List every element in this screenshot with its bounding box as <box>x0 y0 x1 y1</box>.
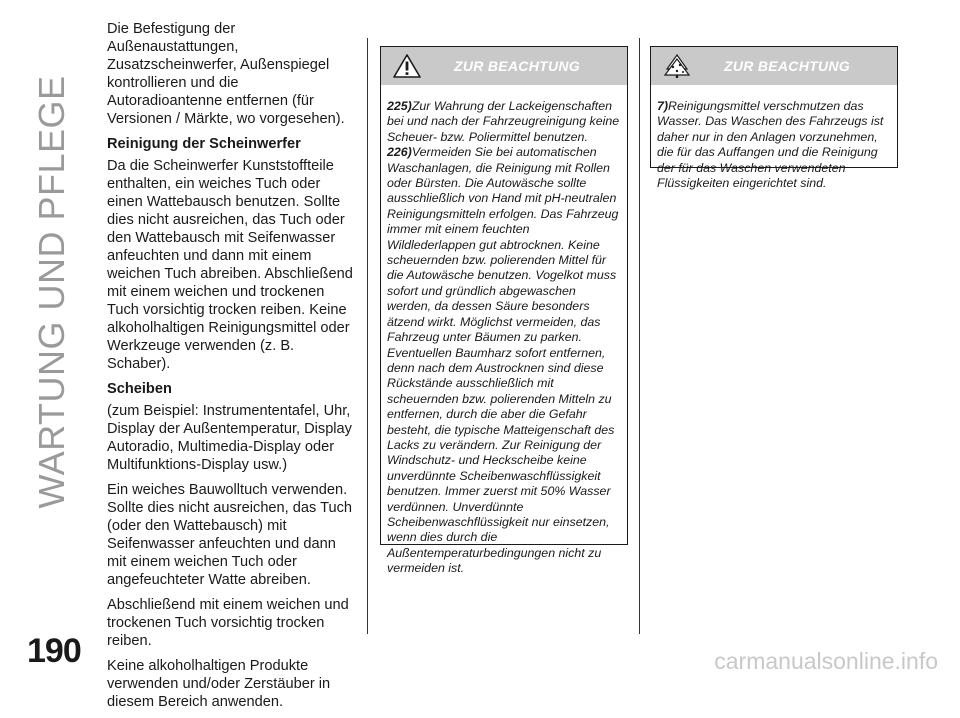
warning-box-body <box>381 85 627 585</box>
note-item-text: Reinigungsmittel verschmutzen das Wasser. Das Waschen des Fahrzeugs ist daher nur in den Anlagen vorzunehmen, die für das Auffangen und die Reinigung der für das Waschen verwendeten Flüssigkeiten eingerichtet sind. <box>657 99 884 191</box>
environment-box-title: ZUR BEACHTUNG <box>723 58 850 74</box>
note-item <box>657 99 891 191</box>
windows-paragraph-2: Ein weiches Bauwolltuch verwenden. Sollte dies nicht ausreichen, das Tuch (oder den Wattebausch) mit Seifenwasser anfeuchten und dann mit einem weichen Tuch oder angefeuchteter Watte abreiben. <box>107 482 352 588</box>
column-divider <box>367 38 368 634</box>
warning-box-title: ZUR BEACHTUNG <box>453 58 580 74</box>
note-item-number: 7) <box>657 99 669 113</box>
note-item-text: Zur Wahrung der Lackeigenschaften bei und nach der Fahrzeugreinigung keine Scheuer- bzw. Poliermittel benutzen. <box>387 99 620 144</box>
page-number: 190 <box>27 632 81 670</box>
warning-box <box>380 46 628 576</box>
windows-paragraph-3: Abschließend mit einem weichen und trockenen Tuch vorsichtig trocken reiben. <box>107 597 349 649</box>
note-item <box>387 99 621 145</box>
column-divider <box>639 38 640 634</box>
windows-paragraph-4: Keine alkoholhaltigen Produkte verwenden und/oder Zerstäuber in diesem Bereich anwenden. <box>107 658 331 710</box>
watermark: carmanualsonline.info <box>714 648 938 674</box>
warning-triangle-icon <box>393 54 421 78</box>
windows-paragraph-1: (zum Beispiel: Instrumententafel, Uhr, Display der Außentemperatur, Display Autoradio, Multimedia-Display oder Multifunktions-Display usw.) <box>107 403 352 473</box>
intro-paragraph: Die Befestigung der Außenaustattungen, Zusatzscheinwerfer, Außenspiegel kontrollieren und die Autoradioantenne entfernen (für Versionen / Märkte, wo vorgesehen). <box>107 21 345 127</box>
note-item-text: Vermeiden Sie bei automatischen Waschanlagen, die Reinigung mit Rollen oder Bürsten. Die Autowäsche sollte ausschließlich von Hand mit pH-neutralen Reinigungsmitteln erfolgen. Das Fahrzeug immer mit einem feuchten Wildlederlappen gut abtrocknen. Keine scheuernden bzw. polierenden Mittel für die Autowäsche benutzen. Vogelkot muss sofort und gründlich abgewaschen werden, da dessen Säure besonders ätzend wirkt. Möglichst vermeiden, das Fahrzeug unter Bäumen zu parken. Eventuellen Baumharz sofort entfernen, denn nach dem Austrocknen sind diese Rückstände ausschließlich mit scheuernden bzw. polierenden Mitteln zu entfernen, durch die aber die Gefahr besteht, die typische Matteigenschaft des Lacks zu verändern. Zur Reinigung der Windschutz- und Heckscheibe keine unverdünnte Scheibenwaschflüssigkeit benutzen. Immer zuerst mit 50% Wasser verdünnen. Unverdünnte Scheibenwaschflüssigkeit nur einsetzen, wenn dies durch die Außentemperaturbedingungen nicht zu vermeiden ist. <box>387 145 619 576</box>
headlights-paragraph: Da die Scheinwerfer Kunststoffteile enthalten, ein weiches Tuch oder einen Wattebausch benutzen. Sollte dies nicht ausreichen, das Tuch oder den Wattebausch mit Seifenwasser anfeuchten und dann mit einem weichen Tuch abreiben. Abschließend mit einem weichen und trockenen Tuch vorsichtig trocken reiben. Keine alkoholhaltigen Reinigungsmittel oder Werkzeuge verwenden (z. B. Schaber). <box>107 158 353 372</box>
section-heading-headlights: Reinigung der Scheinwerfer <box>107 136 301 152</box>
section-heading-windows: Scheiben <box>107 381 172 397</box>
environment-tree-icon <box>663 54 691 78</box>
chapter-side-title: WARTUNG UND PFLEGE <box>31 75 72 509</box>
environment-box <box>650 46 898 191</box>
note-item-number: 226) <box>387 145 412 160</box>
main-text-column <box>107 20 355 718</box>
note-item <box>387 145 621 576</box>
warning-box-header <box>381 47 627 85</box>
note-item-number: 225) <box>387 99 412 113</box>
environment-box-header <box>651 47 897 85</box>
environment-box-body <box>651 85 897 199</box>
